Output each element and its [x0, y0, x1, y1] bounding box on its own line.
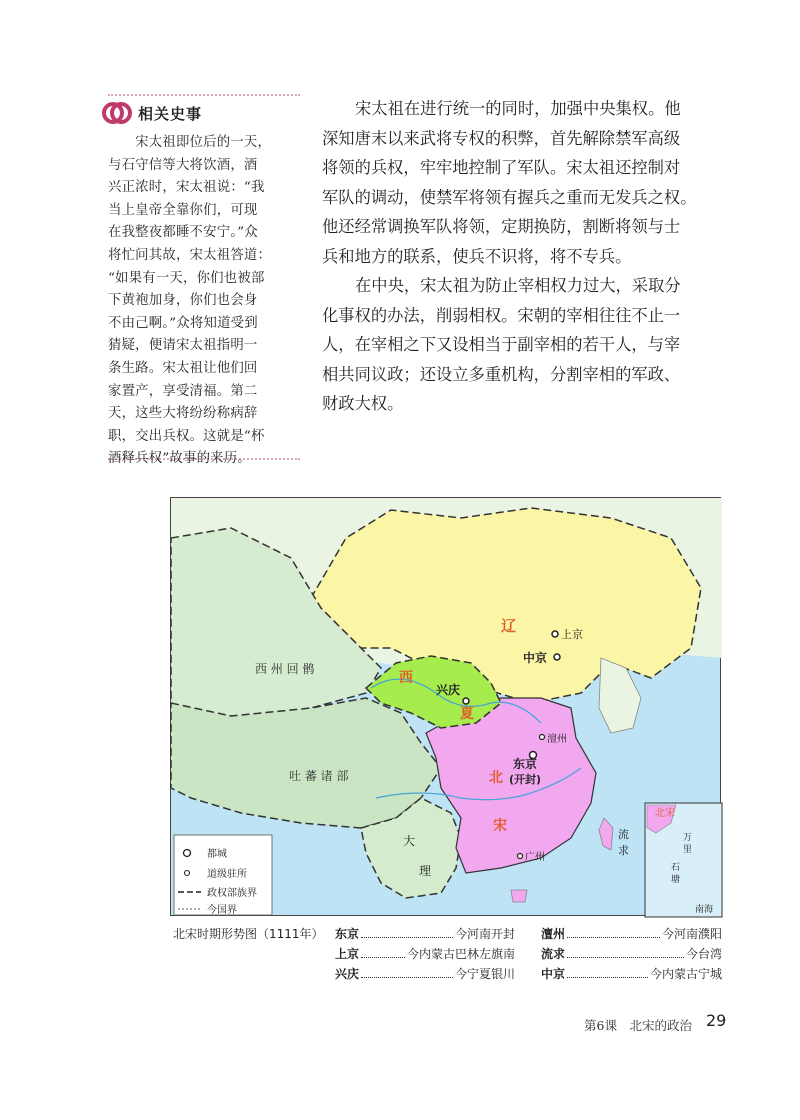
sidebar-line: “如果有一天，你们也被部	[108, 270, 265, 286]
sidebar-line: 兴正浓时，宋太祖说：“我	[108, 180, 265, 196]
chanzhou-marker	[540, 735, 545, 740]
text-line: 人，在宰相之下又设相当于副宰相的若干人，与宰	[322, 335, 681, 354]
da-label: 大	[403, 834, 416, 848]
text-line: 兵和地方的联系，使兵不识将，将不专兵。	[322, 246, 632, 266]
text-line: 在中央，宋太祖为防止宰相权力过大，采取分	[355, 276, 681, 295]
sidebar-line: 职，交出兵权。这就是“杯	[108, 428, 265, 444]
song-label: 宋	[493, 818, 507, 834]
text-line: 将领的兵权，牢牢地控制了军队。宋太祖还控制对	[322, 158, 681, 177]
text-line: 深知唐末以来武将专权的积弊，首先解除禁军高级	[322, 128, 681, 148]
xingqing-label: 兴庆	[436, 683, 461, 697]
page-number: 29	[706, 1011, 727, 1030]
text-line: 军队的调动，使禁军将领有握兵之重而无发兵之权。	[322, 187, 697, 207]
sidebar-line: 将忙问其故，宋太祖答道：	[108, 247, 272, 263]
sidebar-line: 宋太祖即位后的一天，	[108, 135, 272, 150]
legend-capital-label: 都城	[207, 849, 227, 860]
xizhou-label: 西 州 回 鹘	[255, 662, 315, 676]
caption-modern: 今河南开封	[454, 927, 515, 941]
legend-circuit-label: 道级驻所	[207, 869, 247, 880]
caption-modern: 今河南濮阳	[661, 927, 722, 941]
leader-dots	[361, 965, 453, 978]
sidebar-title: 相关史事	[138, 104, 203, 123]
text-line: 他还经常调换军队将领，定期换防，割断将领与士	[322, 217, 681, 236]
sidebar-story	[108, 132, 300, 467]
zhongjing-marker	[554, 654, 560, 660]
leader-dots	[361, 945, 405, 958]
xia-label: 夏	[460, 706, 474, 722]
liu-label: 流	[618, 828, 629, 841]
dongjing-label: 东京	[513, 757, 538, 771]
caption-modern: 今台湾	[685, 947, 722, 961]
caption-place: 兴庆	[335, 967, 360, 981]
sidebar-line: 下黄袍加身，你们也会身	[108, 293, 258, 309]
sidebar-line: 酒释兵权”故事的来历。	[108, 451, 251, 467]
map-svg	[171, 498, 722, 917]
sidebar-line: 当上皇帝全靠你们，可现	[108, 202, 258, 218]
inset-beisong-label: 北宋	[655, 808, 675, 819]
sidebar-line: 条生路。宋太祖让他们回	[108, 360, 258, 376]
northern-song-map	[170, 497, 721, 916]
shangjing-marker	[552, 631, 558, 637]
running-footer: 第6课 北宋的政治	[584, 1018, 692, 1033]
liao-label: 辽	[501, 617, 517, 635]
inset-wan-label: 万	[683, 833, 693, 843]
legend-circuit-symbol	[185, 871, 190, 876]
sidebar-line: 在我整夜都睡不安宁。”众	[108, 225, 258, 241]
guangzhou-marker	[518, 854, 523, 859]
caption-place: 上京	[335, 947, 360, 961]
li-label: 理	[419, 864, 432, 878]
bei-label: 北	[489, 770, 503, 786]
leader-dots	[567, 925, 660, 938]
legend-capital-symbol	[184, 850, 191, 857]
caption-place: 中京	[541, 967, 566, 981]
caption-title: 北宋时期形势图（1111年）	[173, 927, 324, 941]
inset-li-label: 里	[683, 845, 693, 855]
leader-dots	[361, 925, 453, 938]
text-line: 化事权的办法，削弱相权。宋朝的宰相往往不止一	[322, 305, 681, 325]
sidebar-line: 与石守信等大将饮酒，酒	[108, 157, 258, 173]
inset-nanhai-label: 南海	[695, 905, 714, 915]
inset-tang-label: 塘	[671, 875, 681, 885]
sidebar-line: 猜疑，便请宋太祖指明一	[108, 338, 258, 354]
caption-place: 澶州	[541, 927, 566, 941]
taiwan-island	[599, 818, 613, 850]
text-line: 财政大权。	[322, 394, 404, 413]
tubo-label: 吐 蕃 诸 部	[289, 769, 349, 783]
caption-modern: 今内蒙古宁城	[649, 967, 722, 981]
shangjing-label: 上京	[561, 628, 583, 641]
leader-dots	[567, 965, 648, 978]
caption-modern: 今内蒙古巴林左旗南	[406, 947, 515, 961]
caption-item-dongjing	[335, 925, 515, 942]
caption-item-liuqiu	[541, 945, 722, 962]
caption-place: 流求	[541, 947, 566, 961]
paragraph-1	[322, 94, 722, 271]
caption-item-xingqing	[335, 965, 515, 982]
sidebar-line: 不由己啊。”众将知道受到	[108, 315, 258, 331]
sidebar-line: 家置产，享受清福。第二	[108, 383, 258, 399]
hainan-island	[511, 890, 527, 902]
xi-label: 西	[399, 670, 413, 686]
xingqing-marker	[463, 698, 469, 704]
text-line: 相共同议政；还设立多重机构，分割宰相的军政、	[322, 364, 681, 384]
tubo-region	[171, 698, 441, 828]
caption-item-chanzhou	[541, 925, 722, 942]
paragraph-2	[322, 271, 722, 419]
inset-shi-label: 石	[671, 863, 681, 873]
leader-dots	[567, 945, 684, 958]
kaifeng-label: (开封)	[509, 773, 542, 786]
legend-boundary-label: 政权部族界	[207, 888, 257, 899]
main-body-text	[322, 94, 722, 419]
related-history-icon	[102, 98, 132, 128]
sidebar-line: 天，这些大将纷纷称病辞	[108, 406, 258, 422]
sidebar-header	[108, 94, 300, 128]
chanzhou-label: 澶州	[547, 734, 567, 745]
caption-item-shangjing	[335, 945, 515, 962]
legend-modern-label: 今国界	[207, 905, 237, 916]
caption-modern: 今宁夏银川	[454, 967, 515, 981]
related-history-sidebar	[108, 94, 300, 467]
zhongjing-label: 中京	[523, 651, 548, 665]
qiu-label: 求	[618, 844, 629, 857]
caption-item-zhongjing	[541, 965, 722, 982]
caption-place: 东京	[335, 927, 360, 941]
guangzhou-label: 广州	[525, 852, 545, 863]
text-line: 宋太祖在进行统一的同时，加强中央集权。他	[355, 99, 681, 118]
